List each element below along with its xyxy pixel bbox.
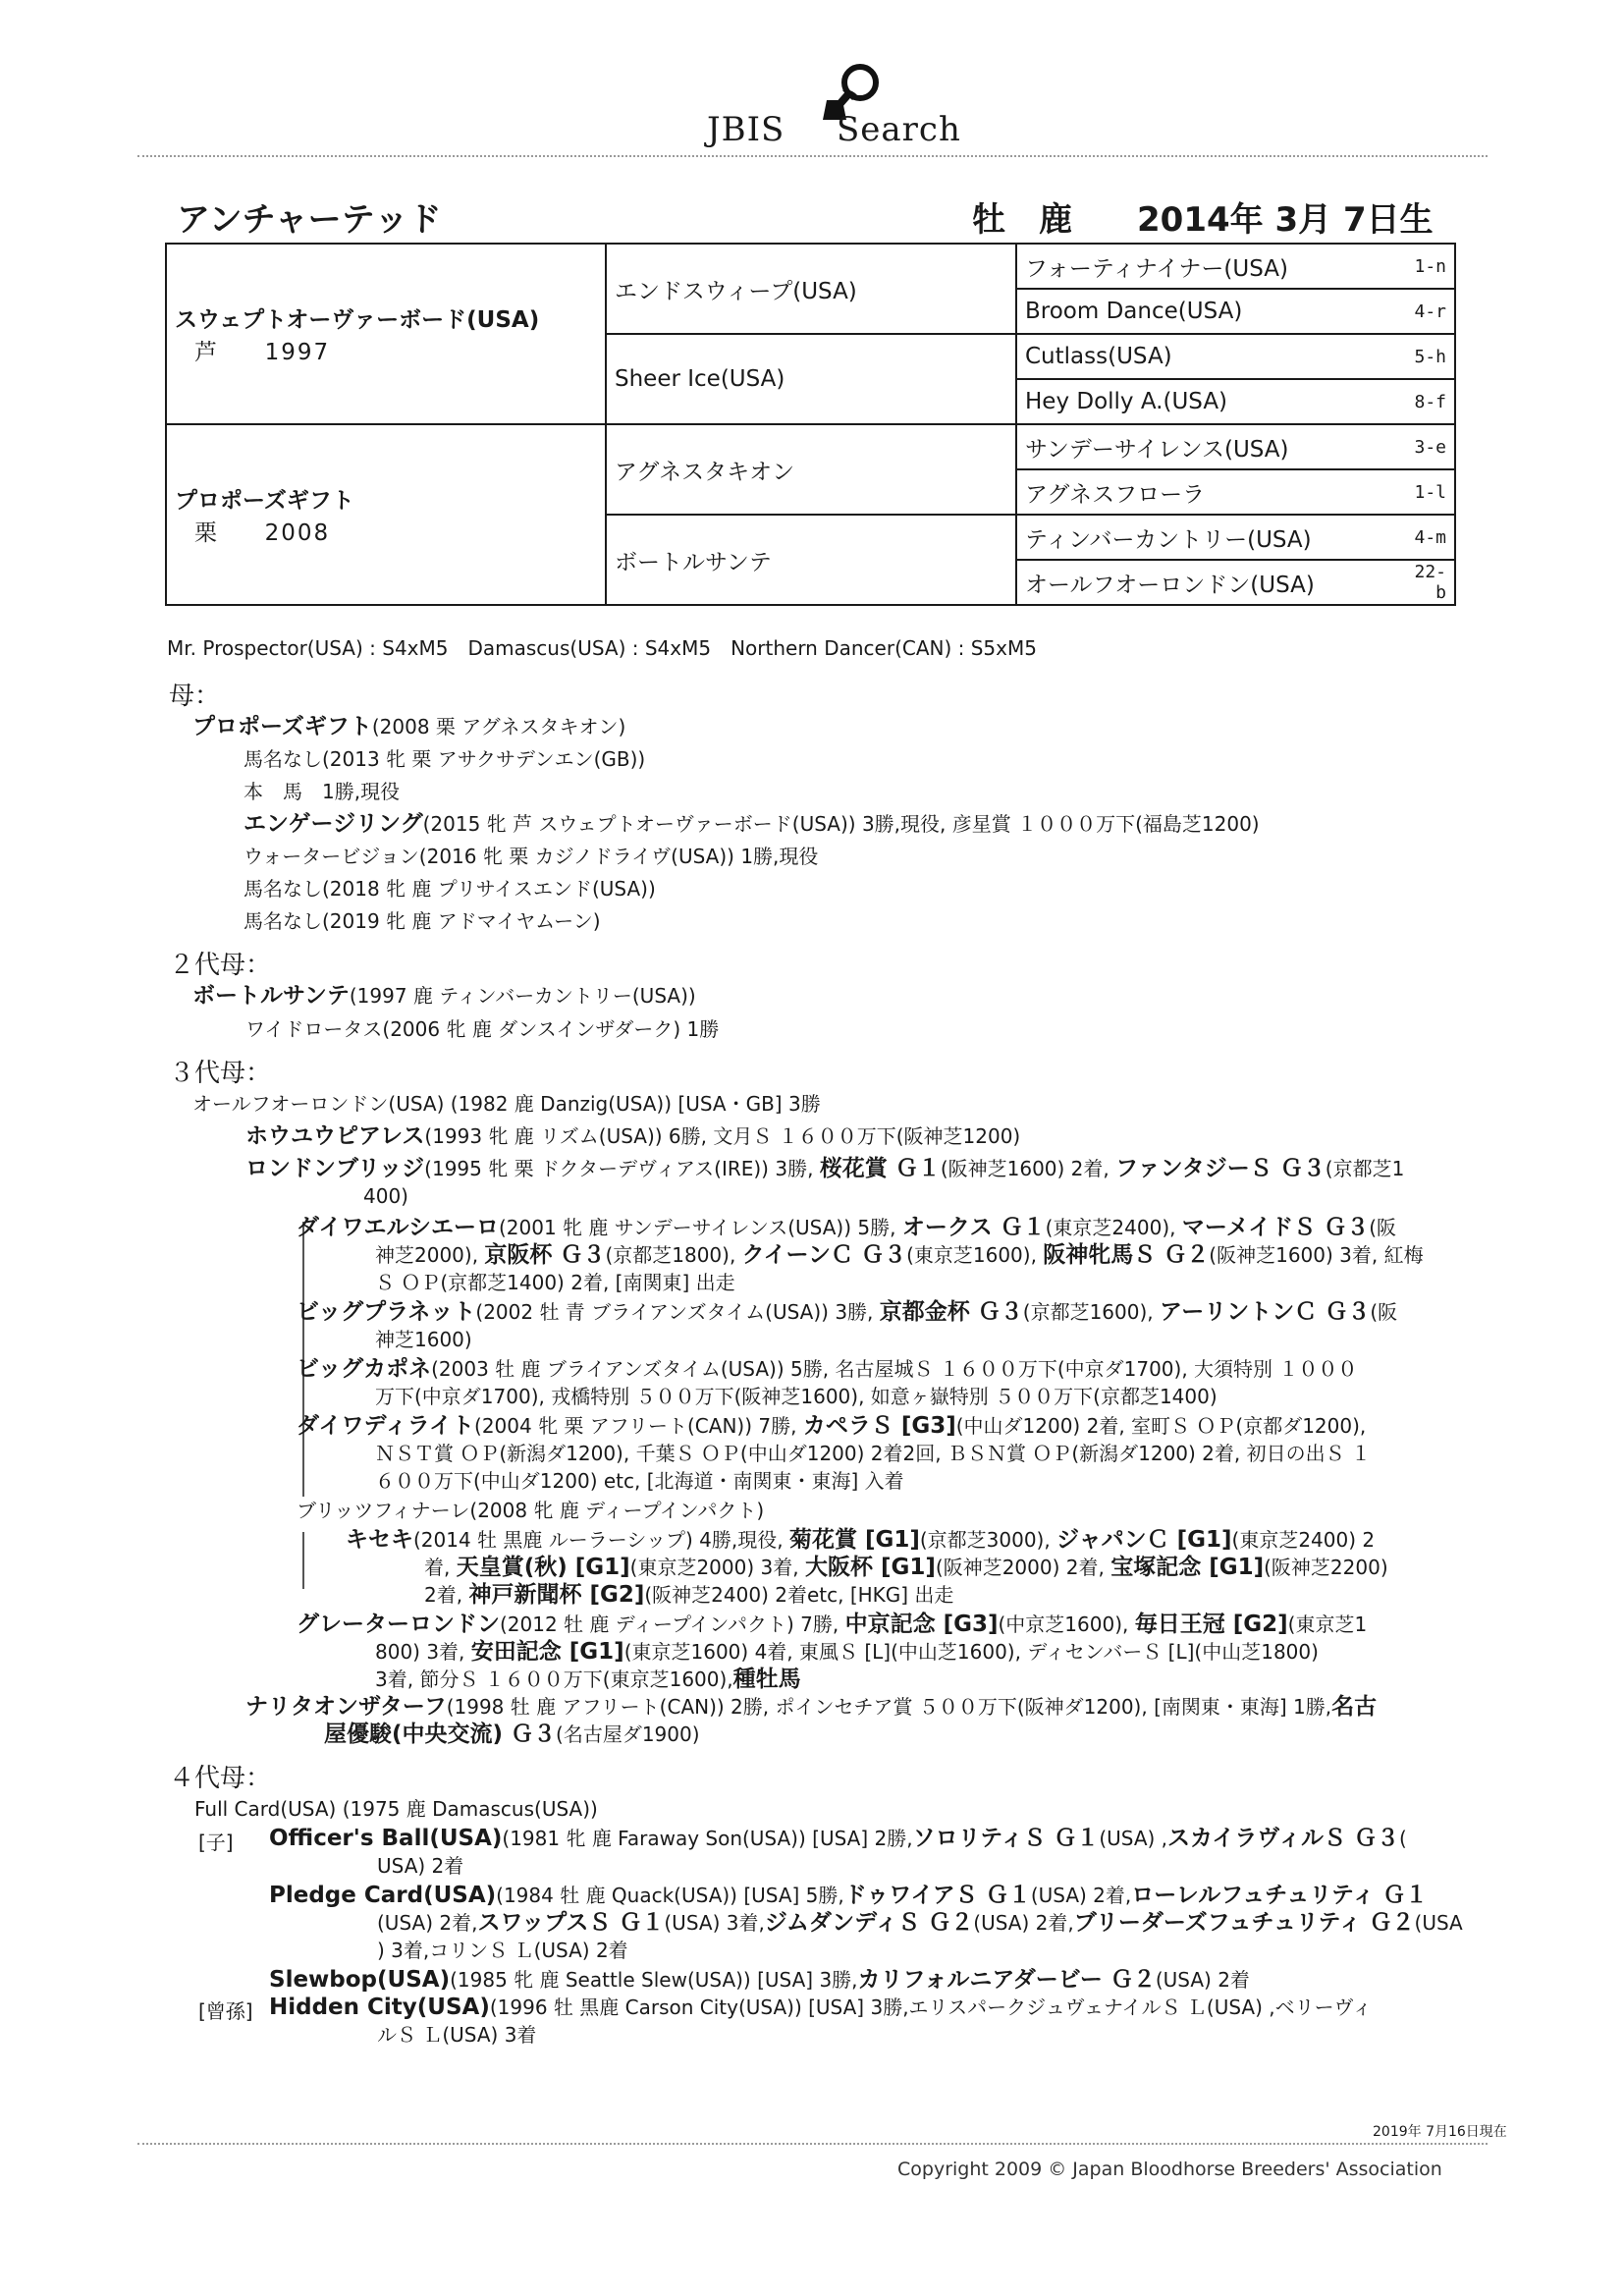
gen3-ancestor: ティンバーカントリー(USA) <box>1016 515 1399 560</box>
family-line: ビッグカポネ(2003 牡 鹿 ブライアンズタイム(USA)) 5勝, 名古屋城Ｓ １６００万下(中京ダ1700), 大須特別 １０００ <box>297 1356 1358 1382</box>
family-line: 万下(中京ダ1700), 戎橋特別 ５００万下(阪神芝1600), 如意ヶ嶽特別 ５００万下(京都芝1400) <box>375 1385 1218 1408</box>
section-dam-heading: 母： <box>169 682 221 711</box>
gen3-ancestor: Broom Dance(USA) <box>1016 289 1399 334</box>
section-gen4-heading: ４代母： <box>169 1764 272 1793</box>
family-code: 1-l <box>1399 469 1455 515</box>
family-line: ) 3着,コリンＳ Ｌ(USA) 2着 <box>377 1939 628 1962</box>
pedigree-table <box>165 243 1456 606</box>
sire-dam: Sheer Ice(USA) <box>606 334 1016 424</box>
family-line: 2着, 神戸新聞杯 [G2](阪神芝2400) 2着etc, [HKG] 出走 <box>424 1582 954 1608</box>
family-code: 1-n <box>1399 244 1455 289</box>
family-line: 神芝1600) <box>375 1328 472 1351</box>
family-code: 4-m <box>1399 515 1455 560</box>
dam-sire: アグネスタキオン <box>606 424 1016 515</box>
family-line: ウォータービジョン(2016 牝 栗 カジノドライヴ(USA)) 1勝,現役 <box>244 845 819 868</box>
sire-cell <box>166 244 606 424</box>
family-line: グレーターロンドン(2012 牡 鹿 ディープインパクト) 7勝, 中京記念 [G3](中京芝1600), 毎日王冠 [G2](東京芝1 <box>297 1612 1368 1637</box>
sire-info: 芦 1997 <box>194 340 331 365</box>
family-line: Ｓ ＯＰ(京都芝1400) 2着, [南関東] 出走 <box>375 1271 735 1294</box>
section-gen2-heading: ２代母： <box>169 951 272 980</box>
sire-sire: エンドスウィープ(USA) <box>606 244 1016 334</box>
family-line: ダイワディライト(2004 牝 栗 アフリート(CAN)) 7勝, カペラＳ [G3](中山ダ1200) 2着, 室町Ｓ ＯＰ(京都ダ1200), <box>297 1413 1367 1439</box>
relation-tag: [子] <box>198 1831 234 1854</box>
family-line: Slewbop(USA)(1985 牝 鹿 Seattle Slew(USA)) [USA] 3勝,カリフォルニアダービー Ｇ２(USA) 2着 <box>269 1967 1250 1993</box>
family-line: ルＳ Ｌ(USA) 3着 <box>377 2023 537 2047</box>
tree-connector <box>302 1532 304 1589</box>
logo-search: Search <box>837 110 961 149</box>
family-line: ＮＳＴ賞 ＯＰ(新潟ダ1200), 千葉Ｓ ＯＰ(中山ダ1200) 2着2回, ＢＳＮ賞 ＯＰ(新潟ダ1200) 2着, 初日の出Ｓ １ <box>375 1442 1371 1465</box>
gen3-ancestor: オールフオーロンドン(USA) <box>1016 560 1399 605</box>
family-code: 8-f <box>1399 379 1455 424</box>
relation-tag: [曾孫] <box>198 1999 253 2023</box>
family-line: ６００万下(中山ダ1200) etc, [北海道・南関東・東海] 入着 <box>375 1469 904 1493</box>
family-line: ブリッツフィナーレ(2008 牝 鹿 ディープインパクト) <box>297 1499 765 1522</box>
family-line: 馬名なし(2018 牝 鹿 プリサイスエンド(USA)) <box>244 877 656 901</box>
family-line: 屋優駿(中央交流) Ｇ３(名古屋ダ1900) <box>324 1722 700 1747</box>
family-line: Hidden City(USA)(1996 牡 黒鹿 Carson City(USA)) [USA] 3勝,エリスパークジュヴェナイルＳ Ｌ(USA) ,ベリーヴィ <box>269 1995 1373 2020</box>
section-gen3-heading: ３代母： <box>169 1059 272 1088</box>
family-code: 4-r <box>1399 289 1455 334</box>
family-line: 馬名なし(2013 牝 栗 アサクサデンエン(GB)) <box>244 747 646 771</box>
gen3-ancestor: サンデーサイレンス(USA) <box>1016 424 1399 469</box>
sire-name: スウェプトオーヴァーボード(USA) <box>175 307 540 333</box>
footer-divider <box>137 2143 1488 2145</box>
family-line: Pledge Card(USA)(1984 牡 鹿 Quack(USA)) [USA] 5勝,ドゥワイアＳ Ｇ１(USA) 2着,ローレルフュチュリティ Ｇ１ <box>269 1883 1429 1908</box>
family-line: ロンドンブリッジ(1995 牝 栗 ドクターデヴィアス(IRE)) 3勝, 桜花賞 Ｇ１(阪神芝1600) 2着, ファンタジーＳ Ｇ３(京都芝1 <box>245 1156 1405 1181</box>
family-line: ナリタオンザターフ(1998 牡 鹿 アフリート(CAN)) 2勝, ポインセチア賞 ５００万下(阪神ダ1200), [南関東・東海] 1勝,名古 <box>245 1694 1378 1720</box>
copyright: Copyright 2009 © Japan Bloodhorse Breeders' Association <box>897 2159 1442 2180</box>
dam-cell <box>166 424 606 605</box>
family-code: 22-b <box>1399 560 1455 605</box>
jbis-search-logo <box>707 61 961 159</box>
family-line: 400) <box>363 1184 408 1208</box>
family-line: Officer's Ball(USA)(1981 牝 鹿 Faraway Son(USA)) [USA] 2勝,ソロリティＳ Ｇ１(USA) ,スカイラヴィルＳ Ｇ３( <box>269 1826 1407 1851</box>
family-line: エンゲージリング(2015 牝 芦 スウェプトオーヴァーボード(USA)) 3勝,現役, 彦星賞 １０００万下(福島芝1200) <box>244 811 1260 837</box>
family-line: (USA) 2着,スワップスＳ Ｇ１(USA) 3着,ジムダンディＳ Ｇ２(USA) 2着,ブリーダーズフュチュリティ Ｇ２(USA <box>377 1910 1463 1936</box>
family-line: ダイワエルシエーロ(2001 牝 鹿 サンデーサイレンス(USA)) 5勝, オークス Ｇ１(東京芝2400), マーメイドＳ Ｇ３(阪 <box>297 1215 1397 1240</box>
family-line: オールフオーロンドン(USA) (1982 鹿 Danzig(USA)) [USA・GB] 3勝 <box>192 1092 821 1116</box>
family-line: Full Card(USA) (1975 鹿 Damascus(USA)) <box>194 1797 598 1821</box>
horse-sex-color: 牡 鹿 <box>972 200 1072 240</box>
header-divider <box>137 155 1488 157</box>
family-line: ワイドロータス(2006 牝 鹿 ダンスインザダーク) 1勝 <box>245 1017 720 1041</box>
family-line: キセキ(2014 牡 黒鹿 ルーラーシップ) 4勝,現役, 菊花賞 [G1](京都芝3000), ジャパンＣ [G1](東京芝2400) 2 <box>346 1527 1376 1553</box>
gen3-ancestor: Hey Dolly A.(USA) <box>1016 379 1399 424</box>
logo-jbis: JBIS <box>707 110 785 149</box>
inbreeding-info: Mr. Prospector(USA) : S4xM5 Damascus(USA) : S4xM5 Northern Dancer(CAN) : S5xM5 <box>167 636 1037 660</box>
family-line: プロポーズギフト(2008 栗 アグネスタキオン) <box>192 714 626 739</box>
horse-birth-date: 2014年 3月 7日生 <box>1137 200 1434 240</box>
gen3-ancestor: Cutlass(USA) <box>1016 334 1399 379</box>
family-code: 5-h <box>1399 334 1455 379</box>
family-line: 800) 3着, 安田記念 [G1](東京芝1600) 4着, 東風Ｓ [L](中山芝1600), ディセンバーＳ [L](中山芝1800) <box>375 1639 1319 1665</box>
dam-name: プロポーズギフト <box>175 488 354 514</box>
family-line: 馬名なし(2019 牝 鹿 アドマイヤムーン) <box>244 909 601 933</box>
family-line: 本 馬 1勝,現役 <box>244 780 401 803</box>
dam-info: 栗 2008 <box>194 520 331 546</box>
family-line: ホウユウピアレス(1993 牝 鹿 リズム(USA)) 6勝, 文月Ｓ １６００万下(阪神芝1200) <box>245 1123 1021 1149</box>
family-line: 着, 天皇賞(秋) [G1](東京芝2000) 3着, 大阪杯 [G1](阪神芝2000) 2着, 宝塚記念 [G1](阪神芝2200) <box>424 1555 1388 1580</box>
as-of-date: 2019年 7月16日現在 <box>1373 2124 1507 2140</box>
family-line: ボートルサンテ(1997 鹿 ティンバーカントリー(USA)) <box>192 983 696 1009</box>
horse-name: アンチャーテッド <box>177 200 442 240</box>
dam-dam: ボートルサンテ <box>606 515 1016 605</box>
gen3-ancestor: フォーティナイナー(USA) <box>1016 244 1399 289</box>
family-code: 3-e <box>1399 424 1455 469</box>
family-line: 3着, 節分Ｓ １６００万下(東京芝1600),種牡馬 <box>375 1667 801 1692</box>
family-line: 神芝2000), 京阪杯 Ｇ３(京都芝1800), クイーンＣ Ｇ３(東京芝1600), 阪神牝馬Ｓ Ｇ２(阪神芝1600) 3着, 紅梅 <box>375 1242 1424 1268</box>
family-line: USA) 2着 <box>377 1854 464 1878</box>
family-line: ビッグプラネット(2002 牡 青 ブライアンズタイム(USA)) 3勝, 京都金杯 Ｇ３(京都芝1600), アーリントンＣ Ｇ３(阪 <box>297 1299 1398 1325</box>
gen3-ancestor: アグネスフローラ <box>1016 469 1399 515</box>
